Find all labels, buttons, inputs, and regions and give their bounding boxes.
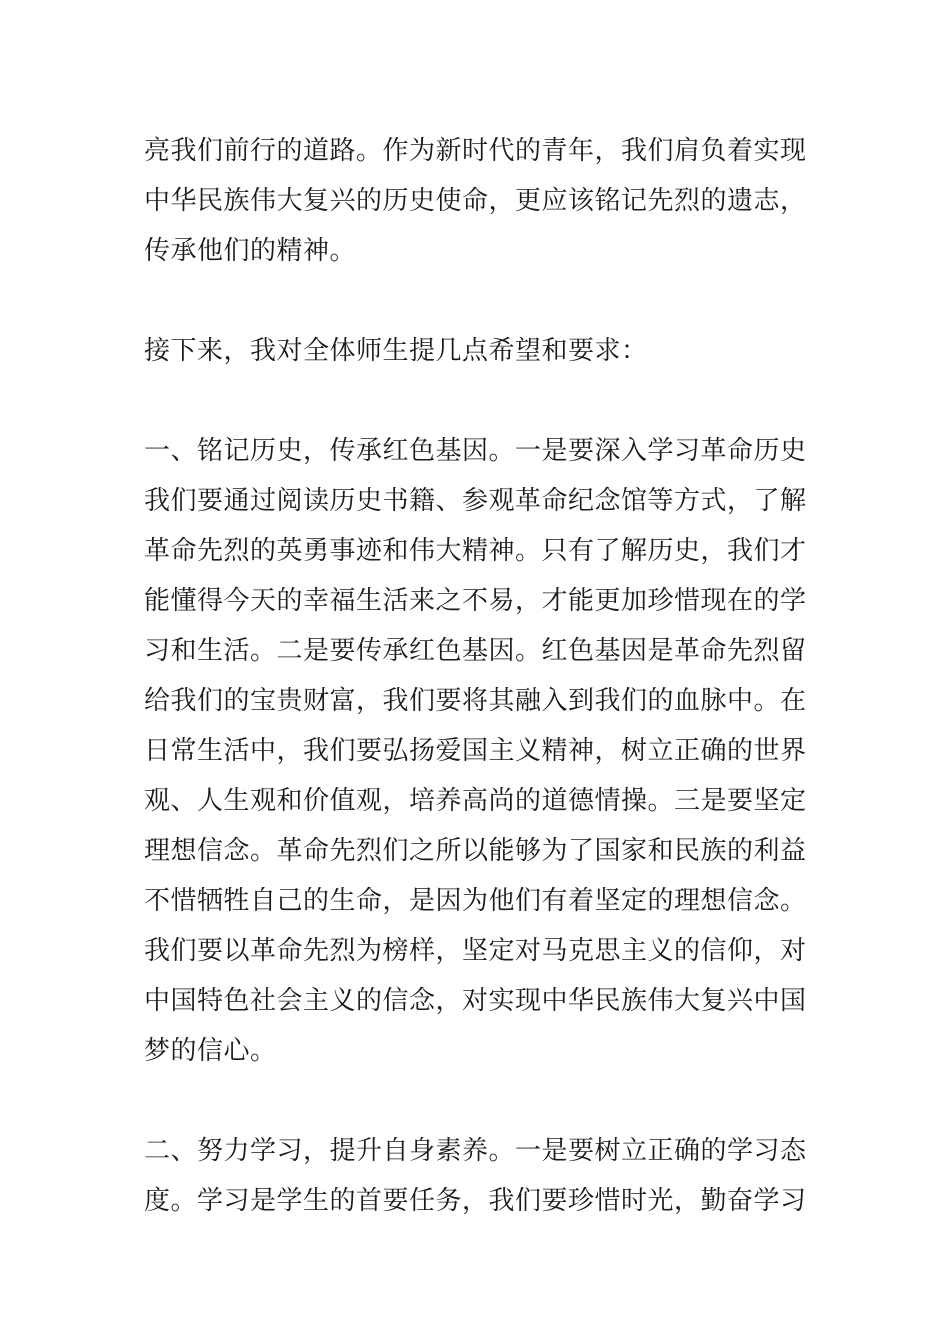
text-line: 理想信念。革命先烈们之所以能够为了国家和民族的利益 bbox=[144, 836, 807, 866]
paragraph-gap bbox=[144, 276, 814, 326]
text-line: 度。学习是学生的首要任务，我们要珍惜时光，勤奋学习 bbox=[144, 1186, 807, 1216]
paragraph-gap bbox=[144, 1076, 814, 1126]
text-line: 二、努力学习，提升自身素养。一是要树立正确的学习态 bbox=[144, 1136, 807, 1166]
text-line: 革命先烈的英勇事迹和伟大精神。只有了解历史，我们才 bbox=[144, 536, 807, 566]
text-line: 传承他们的精神。 bbox=[144, 236, 357, 266]
text-line: 日常生活中，我们要弘扬爱国主义精神，树立正确的世界 bbox=[144, 736, 807, 766]
text-line: 中国特色社会主义的信念，对实现中华民族伟大复兴中国 bbox=[144, 986, 807, 1016]
document-body bbox=[144, 126, 814, 1226]
text-line: 接下来，我对全体师生提几点希望和要求： bbox=[144, 336, 648, 366]
text-line: 给我们的宝贵财富，我们要将其融入到我们的血脉中。在 bbox=[144, 686, 807, 716]
text-line: 我们要以革命先烈为榜样，坚定对马克思主义的信仰，对 bbox=[144, 936, 807, 966]
text-line: 习和生活。二是要传承红色基因。红色基因是革命先烈留 bbox=[144, 636, 807, 666]
paragraph-intro bbox=[144, 126, 814, 276]
text-line: 不惜牺牲自己的生命，是因为他们有着坚定的理想信念。 bbox=[144, 886, 807, 916]
text-line: 能懂得今天的幸福生活来之不易，才能更加珍惜现在的学 bbox=[144, 586, 807, 616]
paragraph-gap bbox=[144, 376, 814, 426]
paragraph-point-two bbox=[144, 1126, 814, 1226]
text-line: 观、人生观和价值观，培养高尚的道德情操。三是要坚定 bbox=[144, 786, 807, 816]
text-line: 中华民族伟大复兴的历史使命，更应该铭记先烈的遗志， bbox=[144, 186, 807, 216]
text-line: 亮我们前行的道路。作为新时代的青年，我们肩负着实现 bbox=[144, 136, 807, 166]
text-line: 一、铭记历史，传承红色基因。一是要深入学习革命历史 bbox=[144, 436, 807, 466]
text-line: 我们要通过阅读历史书籍、参观革命纪念馆等方式，了解 bbox=[144, 486, 807, 516]
paragraph-transition bbox=[144, 326, 814, 376]
text-line: 梦的信心。 bbox=[144, 1036, 277, 1066]
paragraph-point-one bbox=[144, 426, 814, 1076]
